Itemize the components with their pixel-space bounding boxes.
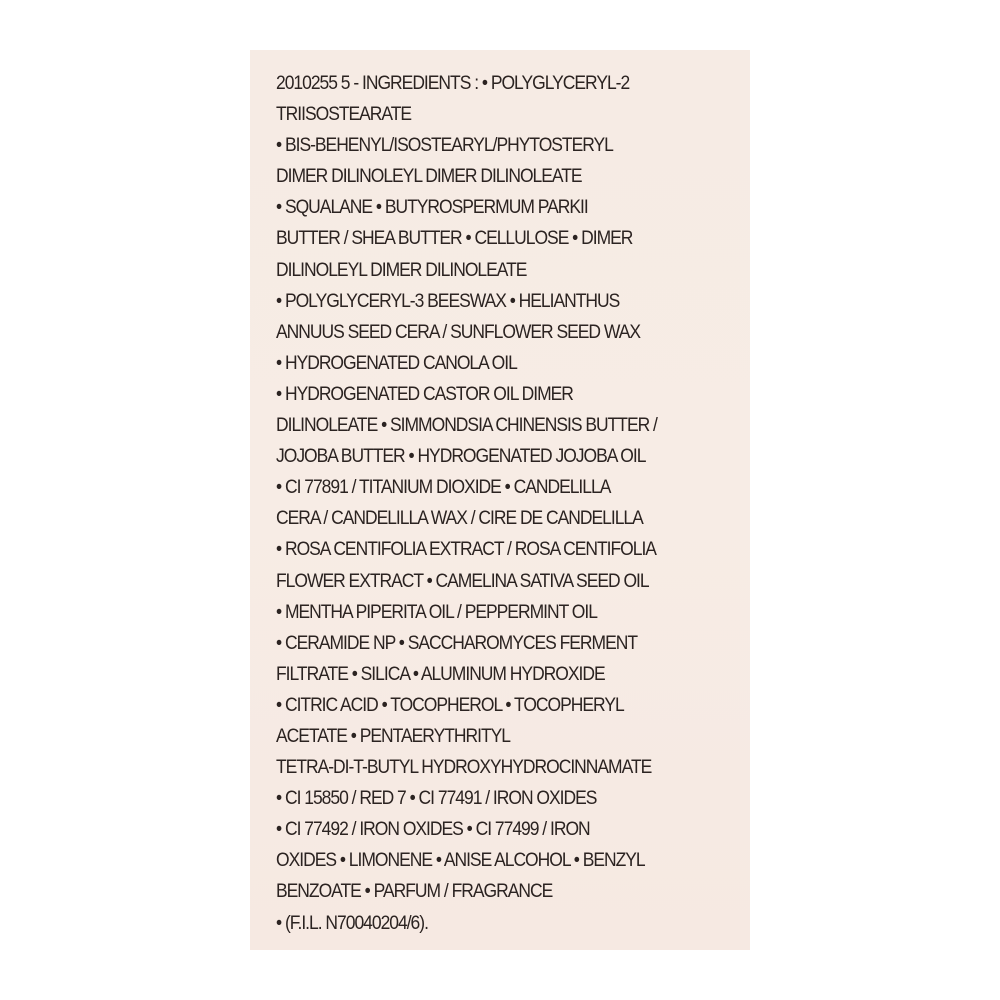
ingredients-list xyxy=(276,68,736,939)
ingredients-line: • HYDROGENATED CANOLA OIL xyxy=(276,352,517,374)
ingredients-line: JOJOBA BUTTER • HYDROGENATED JOJOBA OIL xyxy=(276,446,646,468)
ingredients-label-card xyxy=(250,50,750,950)
ingredients-line: DILINOLEATE • SIMMONDSIA CHINENSIS BUTTER / xyxy=(276,415,657,437)
ingredients-line: DILINOLEYL DIMER DILINOLEATE xyxy=(276,259,527,281)
ingredients-line: OXIDES • LIMONENE • ANISE ALCOHOL • BENZYL xyxy=(276,850,645,872)
ingredients-line: CERA / CANDELILLA WAX / CIRE DE CANDELILLA xyxy=(276,508,643,530)
ingredients-line: • CI 77492 / IRON OXIDES • CI 77499 / IRON xyxy=(276,819,590,841)
ingredients-line: • ROSA CENTIFOLIA EXTRACT / ROSA CENTIFOLIA xyxy=(276,539,656,561)
ingredients-line: DIMER DILINOLEYL DIMER DILINOLEATE xyxy=(276,166,582,188)
ingredients-line: • CI 77891 / TITANIUM DIOXIDE • CANDELILLA xyxy=(276,477,611,499)
ingredients-line: • HYDROGENATED CASTOR OIL DIMER xyxy=(276,383,573,405)
ingredients-line: • CI 15850 / RED 7 • CI 77491 / IRON OXIDES xyxy=(276,788,597,810)
ingredients-line: ANNUUS SEED CERA / SUNFLOWER SEED WAX xyxy=(276,321,641,343)
ingredients-line: • BIS-BEHENYL/ISOSTEARYL/PHYTOSTERYL xyxy=(276,135,613,157)
ingredients-line: BUTTER / SHEA BUTTER • CELLULOSE • DIMER xyxy=(276,228,633,250)
ingredients-line: • CITRIC ACID • TOCOPHEROL • TOCOPHERYL xyxy=(276,694,624,716)
ingredients-line: FLOWER EXTRACT • CAMELINA SATIVA SEED OIL xyxy=(276,570,649,592)
ingredients-line: • MENTHA PIPERITA OIL / PEPPERMINT OIL xyxy=(276,601,597,623)
ingredients-line: 2010255 5 - INGREDIENTS : • POLYGLYCERYL-2 xyxy=(276,73,630,94)
ingredients-line: • SQUALANE • BUTYROSPERMUM PARKII xyxy=(276,197,588,219)
ingredients-line: ACETATE • PENTAERYTHRITYL xyxy=(276,725,511,747)
ingredients-line: • (F.I.L. N70040204/6). xyxy=(276,912,428,934)
ingredients-line: TRIISOSTEARATE xyxy=(276,104,412,126)
ingredients-line: TETRA-DI-T-BUTYL HYDROXYHYDROCINNAMATE xyxy=(276,757,652,779)
ingredients-line: FILTRATE • SILICA • ALUMINUM HYDROXIDE xyxy=(276,663,605,685)
ingredients-line: • CERAMIDE NP • SACCHAROMYCES FERMENT xyxy=(276,632,638,654)
ingredients-line: • POLYGLYCERYL-3 BEESWAX • HELIANTHUS xyxy=(276,290,620,312)
ingredients-line: BENZOATE • PARFUM / FRAGRANCE xyxy=(276,881,553,903)
